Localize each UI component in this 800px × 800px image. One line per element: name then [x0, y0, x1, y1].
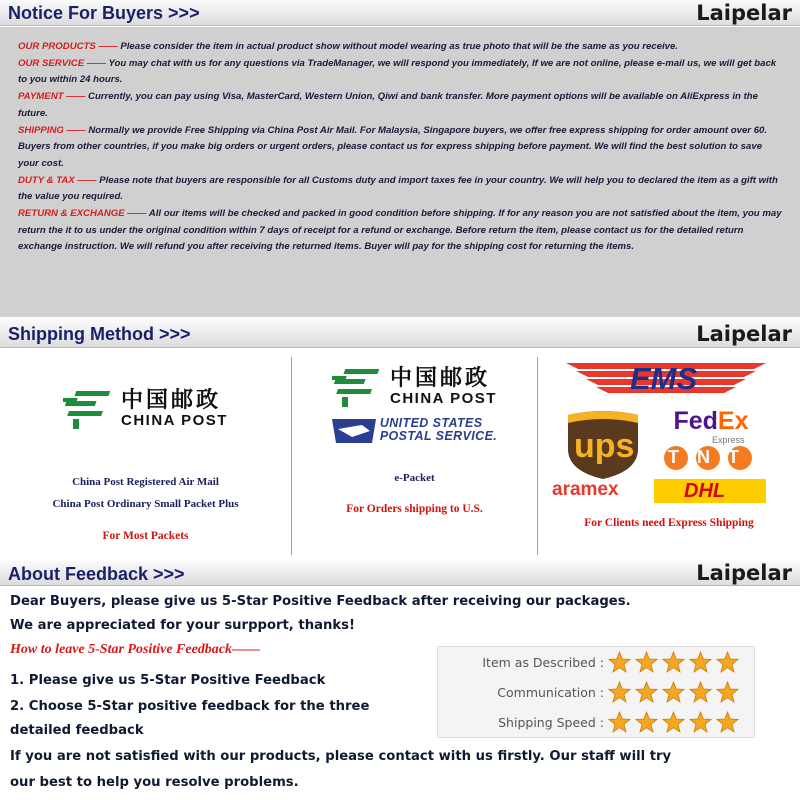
- star-rating: [608, 711, 743, 738]
- notice-item: [18, 173, 782, 206]
- star-icon: [689, 651, 712, 673]
- china-post-en: CHINA POST: [390, 390, 497, 407]
- notice-header: [0, 0, 800, 26]
- china-post-logo: [292, 367, 537, 407]
- star-icon: [635, 651, 658, 673]
- feedback-closing: If you are not satisfied with our products, please contact with us firstly. Our staff will try: [10, 749, 672, 764]
- aramex-logo: aramex: [552, 479, 619, 500]
- rating-label: Item as Described :: [482, 655, 604, 670]
- notice-item-text: Please note that buyers are responsible for all Customs duty and import taxes fee in your country. We will help you to declared the item as a gift with the value you required.: [18, 174, 778, 203]
- feedback-line: Dear Buyers, please give us 5-Star Positive Feedback after receiving our packages.: [10, 594, 631, 609]
- service-note: For Most Packets: [102, 530, 189, 542]
- shipping-col-epacket: [292, 349, 537, 559]
- rating-label: Communication :: [497, 685, 604, 700]
- usps-line1: UNITED STATES: [379, 416, 483, 430]
- notice-item-text: You may chat with us for any questions via TradeManager, we will respond you immediately, If we are not online, please e-mail us, we will get back to you within 24 hours.: [18, 57, 777, 86]
- shipping-col-china-post: [0, 349, 291, 559]
- rating-panel: [437, 646, 755, 738]
- rating-row: [438, 681, 754, 707]
- notice-item-label: RETURN & EXCHANGE ——: [18, 208, 147, 220]
- notice-item-label: PAYMENT ——: [18, 91, 86, 103]
- china-post-icon: [63, 389, 113, 429]
- notice-body: [0, 27, 800, 317]
- notice-item-label: OUR PRODUCTS ——: [18, 41, 118, 52]
- china-post-logo: [0, 389, 291, 429]
- shipping-col-express: [538, 349, 800, 559]
- feedback-howto: How to leave 5-Star Positive Feedback——: [10, 642, 261, 657]
- usps-line2: POSTAL SERVICE.: [379, 429, 498, 443]
- tnt-text: TNT: [668, 447, 757, 467]
- shipping-header: [0, 320, 800, 348]
- service-note: For Clients need Express Shipping: [584, 517, 754, 529]
- ups-logo: [564, 409, 642, 481]
- notice-item: [18, 56, 782, 89]
- notice-item: [18, 89, 782, 122]
- notice-item: [18, 123, 782, 173]
- usps-eagle-icon: [332, 415, 376, 445]
- notice-item-text: Please consider the item in actual product show without model wearing as true photo that will be the same as you receive.: [117, 41, 678, 52]
- china-post-zh: 中国邮政: [390, 366, 491, 391]
- notice-item-label: OUR SERVICE ——: [18, 57, 106, 69]
- ups-text: ups: [574, 427, 635, 465]
- feedback-closing: our best to help you resolve problems.: [10, 775, 299, 790]
- star-icon: [716, 651, 739, 673]
- dhl-text: DHL: [684, 480, 726, 502]
- star-icon: [689, 681, 712, 703]
- notice-item-label: SHIPPING ——: [18, 124, 86, 136]
- star-icon: [662, 711, 685, 733]
- star-rating: [608, 651, 743, 678]
- star-icon: [662, 651, 685, 673]
- star-icon: [608, 711, 631, 733]
- rating-row: [438, 651, 754, 677]
- notice-title: Notice For Buyers >>>: [8, 3, 200, 23]
- rating-label: Shipping Speed :: [498, 715, 604, 730]
- shipping-brand: Laipelar: [696, 322, 792, 346]
- notice-item-text: Currently, you can pay using Visa, MasterCard, Western Union, Qiwi and bank transfer. More payment options will be available on AliExpress in the future.: [18, 91, 758, 119]
- notice-brand: Laipelar: [696, 1, 792, 25]
- tnt-logo: [660, 445, 756, 471]
- fedex-logo: [656, 407, 766, 447]
- china-post-zh: 中国邮政: [121, 388, 222, 413]
- star-icon: [662, 681, 685, 703]
- feedback-title: About Feedback >>>: [8, 564, 185, 584]
- shipping-body: [0, 349, 800, 559]
- fedex-fed: Fed: [673, 407, 718, 435]
- feedback-step: 2. Choose 5-Star positive feedback for the three: [10, 699, 370, 714]
- feedback-header: [0, 561, 800, 586]
- feedback-brand: Laipelar: [696, 561, 792, 585]
- service-line: China Post Registered Air Mail: [72, 476, 219, 488]
- notice-item-text: Normally we provide Free Shipping via China Post Air Mail. For Malaysia, Singapore buyers, we offer free express shipping for order amount over 60. Buyers from other countries, if you make big orders or urgent orders, please contact us for express shipping before payment. We will find the best solution to save your cost.: [18, 124, 768, 169]
- usps-logo: [292, 415, 537, 445]
- notice-list: [18, 39, 782, 256]
- star-icon: [716, 711, 739, 733]
- feedback-step: 1. Please give us 5-Star Positive Feedback: [10, 673, 326, 688]
- china-post-icon: [332, 367, 382, 407]
- notice-item: [18, 39, 782, 56]
- star-icon: [635, 711, 658, 733]
- dhl-logo: [654, 479, 766, 503]
- star-icon: [635, 681, 658, 703]
- service-line: e-Packet: [394, 472, 435, 484]
- star-icon: [689, 711, 712, 733]
- notice-item: [18, 206, 782, 256]
- notice-item-label: DUTY & TAX ——: [18, 174, 97, 186]
- rating-row: [438, 711, 754, 737]
- star-icon: [608, 651, 631, 673]
- fedex-express: Express: [712, 435, 745, 445]
- service-line: China Post Ordinary Small Packet Plus: [52, 498, 239, 510]
- feedback-line: We are appreciated for your surpport, thanks!: [10, 618, 356, 633]
- ems-text: EMS: [630, 361, 698, 396]
- star-rating: [608, 681, 743, 708]
- star-icon: [608, 681, 631, 703]
- china-post-en: CHINA POST: [121, 412, 228, 429]
- star-icon: [716, 681, 739, 703]
- feedback-step: detailed feedback: [10, 723, 144, 738]
- fedex-ex: Ex: [717, 407, 749, 435]
- shipping-title: Shipping Method >>>: [8, 324, 191, 344]
- notice-item-text: All our items will be checked and packed in good condition before shipping. If for any reason you are not satisfied about the item, you may return the it to us under the original condition within 7 days of receipt for a refund or exchange. Before return the item, please contact us for the detailed return exchange instruction. We will refund you after receiving the returned items. Buyer will pay for the shipping cost for returning the items.: [18, 208, 782, 253]
- ems-logo: [566, 361, 766, 397]
- service-note: For Orders shipping to U.S.: [346, 503, 483, 515]
